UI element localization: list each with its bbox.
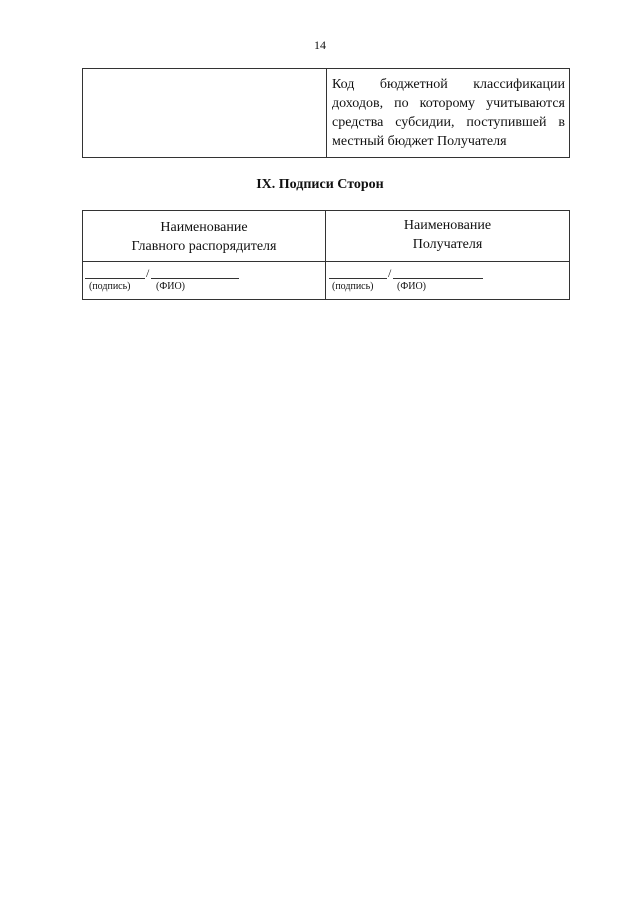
budget-code-label-cell: Код бюджетной классификации доходов, по которому учитываются средства субсидии, поступившей в местный бюджет Получателя [332,77,565,149]
budget-code-value-cell [83,69,327,157]
recipient-signature-caption: (подпись) [332,281,374,292]
recipient-fio-line [393,278,483,279]
recipient-name-cell [326,211,569,261]
recipient-fio-caption: (ФИО) [397,281,427,292]
main-manager-name-line1: Наименование [160,220,248,235]
recipient-slash: / [388,266,392,280]
budget-code-table [82,68,570,158]
recipient-signature-cell [326,262,569,299]
main-manager-fio-caption: (ФИО) [156,281,186,292]
recipient-name-line2: Получателя [412,237,483,252]
signatures-line-row [83,262,569,299]
main-manager-signature-caption: (подпись) [89,281,131,292]
main-manager-signature-line [85,278,145,279]
main-manager-signature-cell [83,262,326,299]
recipient-signature-line [329,278,387,279]
page-number: 14 [314,38,326,52]
main-manager-fio-line [151,278,239,279]
signatures-table [82,210,570,300]
section-title: IX. Подписи Сторон [256,177,384,192]
signatures-header-row [83,211,569,262]
recipient-name-line1: Наименование [403,218,492,233]
main-manager-name-line2: Главного распорядителя [131,239,277,254]
main-manager-name-cell [83,211,326,261]
main-manager-slash: / [146,266,150,280]
